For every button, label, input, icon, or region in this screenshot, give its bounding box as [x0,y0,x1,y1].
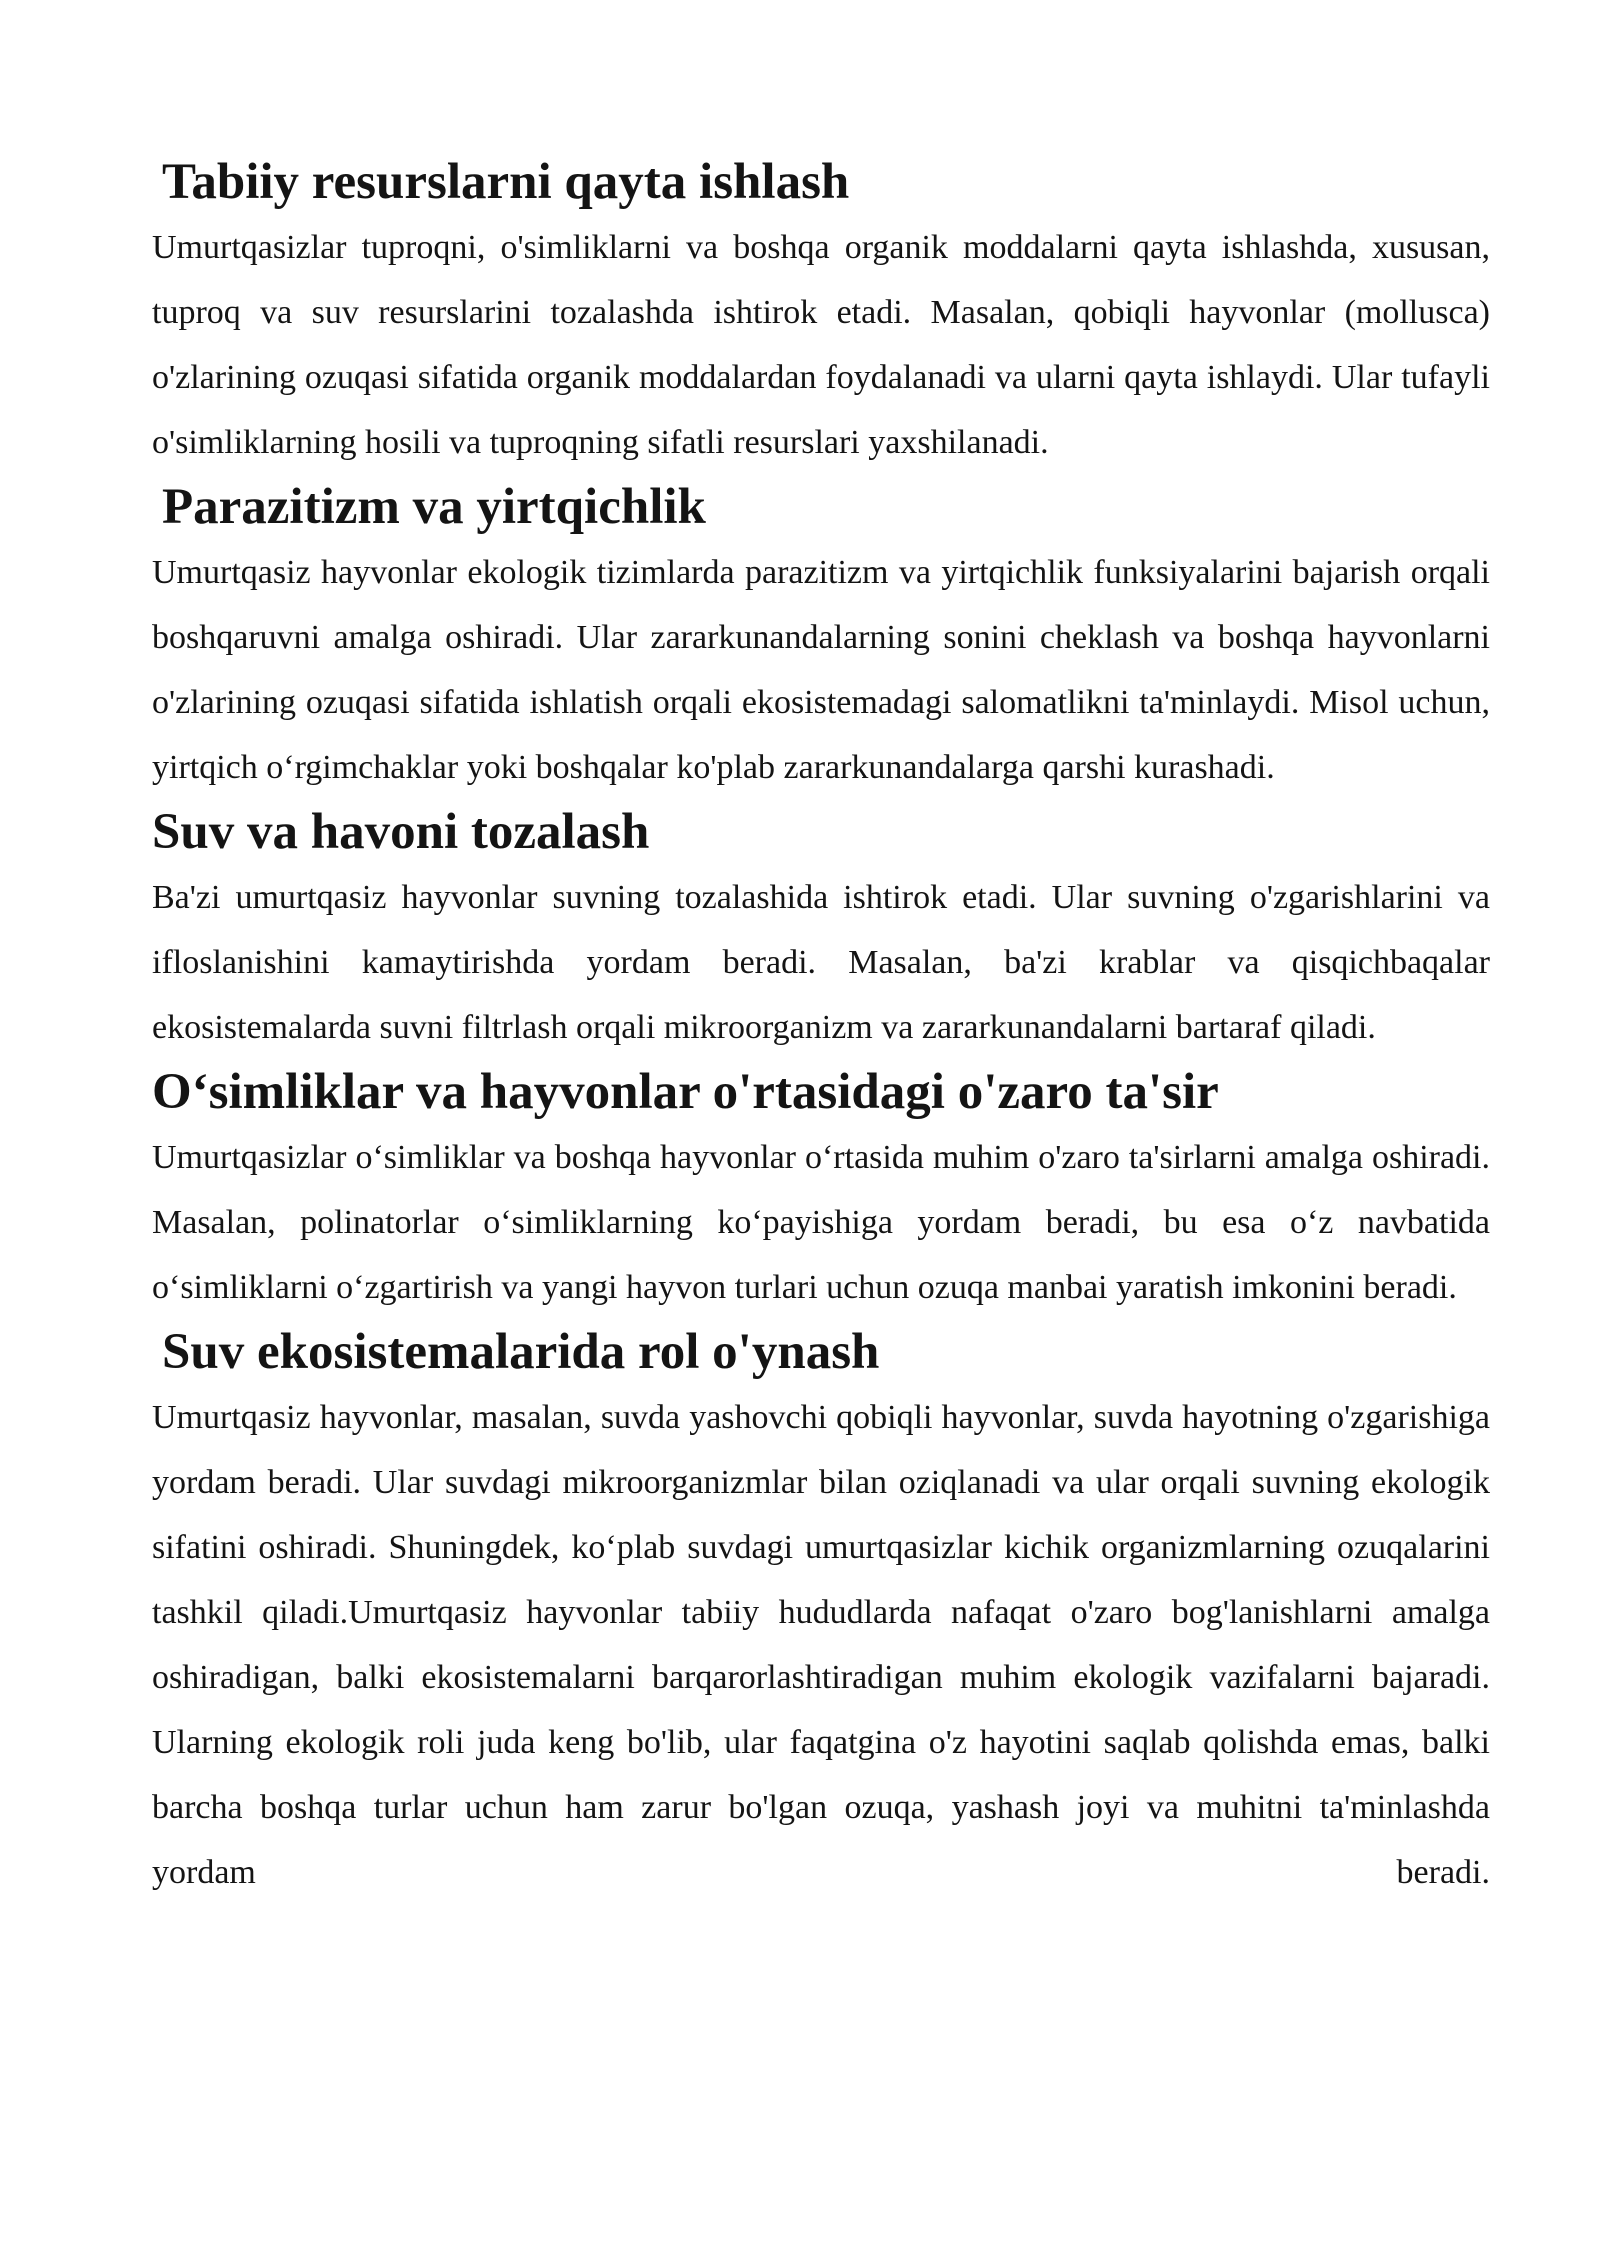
section-heading: Suv ekosistemalarida rol o'ynash [162,1324,880,1380]
section-heading: Tabiiy resurslarni qayta ishlash [162,154,850,210]
section-paragraph: Ba'zi umurtqasiz hayvonlar suvning tozalashida ishtirok etadi. Ular suvning o'zgarishlarini va ifloslanishini kamaytirishda yordam beradi. Masalan, ba'zi krablar va qisqichbaqalar ekosistemalarda suvni filtrlash orqali mikroorganizm va zararkunandalarni bartaraf qiladi. [152,879,1490,1046]
section-paragraph: Umurtqasizlar tuproqni, o'simliklarni va boshqa organik moddalarni qayta ishlashda, xususan, tuproq va suv resurslarini tozalashda ishtirok etadi. Masalan, qobiqli hayvonlar (mollusca) o'zlarining ozuqasi sifatida organik moddalardan foydalanadi va ularni qayta ishlaydi. Ular tufayli o'simliklarning hosili va tuproqning sifatli resurslari yaxshilanadi. [152,229,1490,461]
section-paragraph: Umurtqasiz hayvonlar, masalan, suvda yashovchi qobiqli hayvonlar, suvda hayotning o'zgarishiga yordam beradi. Ular suvdagi mikroorganizmlar bilan oziqlanadi va ular orqali suvning ekologik sifatini oshiradi. Shuningdek, ko‘plab suvdagi umurtqasizlar kichik organizmlarning ozuqalarini tashkil qiladi.Umurtqasiz hayvonlar tabiiy hududlarda nafaqat o'zaro bog'lanishlarni amalga oshiradigan, balki ekosistemalarni barqarorlashtiradigan muhim ekologik vazifalarni bajaradi. Ularning ekologik roli juda keng bo'lib, ular faqatgina o'z hayotini saqlab qolishda emas, balki barcha boshqa turlar uchun ham zarur bo'lgan ozuqa, yashash joyi va muhitni ta'minlashda yordam beradi. [152,1399,1490,1891]
section-heading: Suv va havoni tozalash [152,804,650,860]
document-page [152,150,1490,1905]
section-paragraph: Umurtqasizlar o‘simliklar va boshqa hayvonlar o‘rtasida muhim o'zaro ta'sirlarni amalga oshiradi. Masalan, polinatorlar o‘simliklarning ko‘payishiga yordam beradi, bu esa o‘z navbatida o‘simliklarni o‘zgartirish va yangi hayvon turlari uchun ozuqa manbai yaratish imkonini beradi. [152,1139,1490,1306]
section-paragraph: Umurtqasiz hayvonlar ekologik tizimlarda parazitizm va yirtqichlik funksiyalarini bajarish orqali boshqaruvni amalga oshiradi. Ular zararkunandalarning sonini cheklash va boshqa hayvonlarni o'zlarining ozuqasi sifatida ishlatish orqali ekosistemadagi salomatlikni ta'minlaydi. Misol uchun, yirtqich o‘rgimchaklar yoki boshqalar ko'plab zararkunandalarga qarshi kurashadi. [152,554,1490,786]
section-heading: O‘simliklar va hayvonlar o'rtasidagi o'zaro ta'sir [152,1064,1219,1120]
section-heading: Parazitizm va yirtqichlik [162,479,706,535]
